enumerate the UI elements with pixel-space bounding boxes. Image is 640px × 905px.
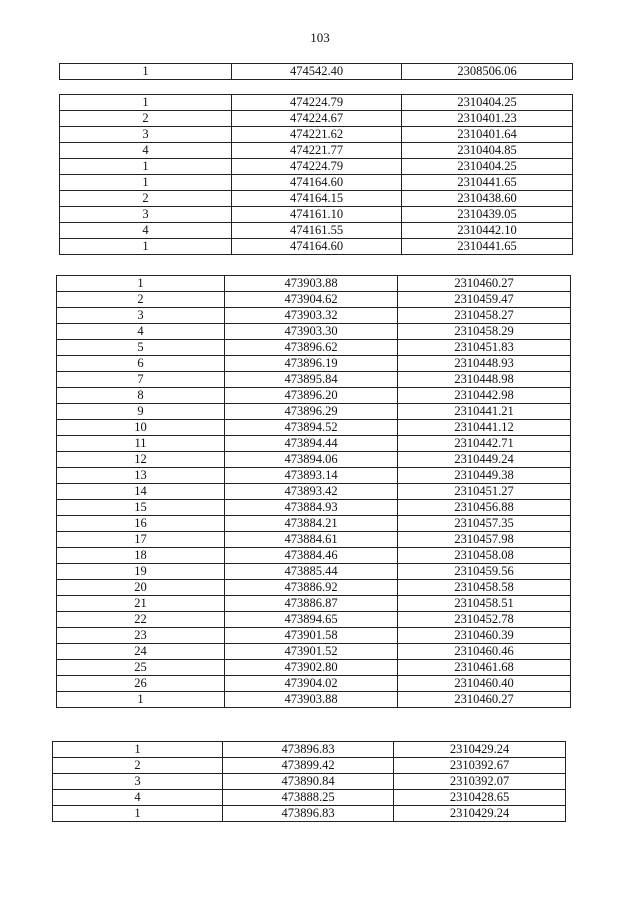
x-coordinate-cell: 473899.42 (223, 758, 394, 774)
table-row (57, 372, 571, 388)
y-coordinate-cell: 2310448.98 (398, 372, 571, 388)
table-row (60, 143, 573, 159)
point-number-cell: 3 (57, 308, 225, 324)
point-number-cell: 11 (57, 436, 225, 452)
table-row (53, 758, 566, 774)
table-row (57, 356, 571, 372)
point-number-cell: 3 (53, 774, 223, 790)
point-number-cell: 6 (57, 356, 225, 372)
table-row (57, 340, 571, 356)
page-number: 103 (310, 30, 330, 45)
point-number-cell: 2 (57, 292, 225, 308)
y-coordinate-cell: 2310458.58 (398, 580, 571, 596)
y-coordinate-cell: 2310458.08 (398, 548, 571, 564)
x-coordinate-cell: 473884.93 (225, 500, 398, 516)
y-coordinate-cell: 2310452.78 (398, 612, 571, 628)
table-row (57, 516, 571, 532)
point-number-cell: 24 (57, 644, 225, 660)
table-row (57, 404, 571, 420)
table-row (57, 484, 571, 500)
point-number-cell: 20 (57, 580, 225, 596)
point-number-cell: 10 (57, 420, 225, 436)
y-coordinate-cell: 2310429.24 (394, 806, 566, 822)
y-coordinate-cell: 2308506.06 (402, 64, 573, 80)
table-row (57, 596, 571, 612)
table-row (57, 580, 571, 596)
x-coordinate-cell: 474164.60 (232, 239, 402, 255)
y-coordinate-cell: 2310451.83 (398, 340, 571, 356)
y-coordinate-cell: 2310457.98 (398, 532, 571, 548)
table-row (57, 452, 571, 468)
x-coordinate-cell: 473895.84 (225, 372, 398, 388)
x-coordinate-cell: 473896.29 (225, 404, 398, 420)
table-row (53, 742, 566, 758)
y-coordinate-cell: 2310460.27 (398, 692, 571, 708)
point-number-cell: 4 (60, 223, 232, 239)
table-row (60, 239, 573, 255)
y-coordinate-cell: 2310460.46 (398, 644, 571, 660)
table-row (57, 420, 571, 436)
point-number-cell: 1 (60, 95, 232, 111)
table-row (60, 175, 573, 191)
point-number-cell: 1 (60, 64, 232, 80)
table-row (57, 276, 571, 292)
table-row (57, 308, 571, 324)
point-number-cell: 5 (57, 340, 225, 356)
point-number-cell: 3 (60, 127, 232, 143)
y-coordinate-cell: 2310456.88 (398, 500, 571, 516)
x-coordinate-cell: 474224.79 (232, 95, 402, 111)
coordinate-table-1 (59, 63, 573, 80)
point-number-cell: 13 (57, 468, 225, 484)
y-coordinate-cell: 2310439.05 (402, 207, 573, 223)
point-number-cell: 1 (60, 159, 232, 175)
point-number-cell: 4 (60, 143, 232, 159)
x-coordinate-cell: 473888.25 (223, 790, 394, 806)
table-row (57, 676, 571, 692)
y-coordinate-cell: 2310458.51 (398, 596, 571, 612)
table-row (53, 806, 566, 822)
table-row (57, 436, 571, 452)
point-number-cell: 2 (53, 758, 223, 774)
table-row (57, 660, 571, 676)
table-row (60, 191, 573, 207)
y-coordinate-cell: 2310460.27 (398, 276, 571, 292)
table-row (57, 644, 571, 660)
x-coordinate-cell: 473896.20 (225, 388, 398, 404)
y-coordinate-cell: 2310441.12 (398, 420, 571, 436)
x-coordinate-cell: 473893.42 (225, 484, 398, 500)
x-coordinate-cell: 473896.19 (225, 356, 398, 372)
y-coordinate-cell: 2310392.67 (394, 758, 566, 774)
point-number-cell: 3 (60, 207, 232, 223)
x-coordinate-cell: 474224.79 (232, 159, 402, 175)
table-row (53, 774, 566, 790)
y-coordinate-cell: 2310451.27 (398, 484, 571, 500)
point-number-cell: 18 (57, 548, 225, 564)
x-coordinate-cell: 474164.15 (232, 191, 402, 207)
x-coordinate-cell: 473894.44 (225, 436, 398, 452)
x-coordinate-cell: 473893.14 (225, 468, 398, 484)
point-number-cell: 4 (53, 790, 223, 806)
y-coordinate-cell: 2310441.65 (402, 175, 573, 191)
y-coordinate-cell: 2310442.10 (402, 223, 573, 239)
x-coordinate-cell: 474221.62 (232, 127, 402, 143)
x-coordinate-cell: 473901.52 (225, 644, 398, 660)
table-row (60, 111, 573, 127)
y-coordinate-cell: 2310401.64 (402, 127, 573, 143)
y-coordinate-cell: 2310458.29 (398, 324, 571, 340)
x-coordinate-cell: 474164.60 (232, 175, 402, 191)
point-number-cell: 1 (57, 692, 225, 708)
x-coordinate-cell: 474161.55 (232, 223, 402, 239)
point-number-cell: 4 (57, 324, 225, 340)
table-row (60, 64, 573, 80)
point-number-cell: 2 (60, 111, 232, 127)
x-coordinate-cell: 473884.21 (225, 516, 398, 532)
point-number-cell: 1 (53, 806, 223, 822)
x-coordinate-cell: 473901.58 (225, 628, 398, 644)
table-row (60, 95, 573, 111)
table-row (57, 468, 571, 484)
x-coordinate-cell: 473903.88 (225, 692, 398, 708)
x-coordinate-cell: 473885.44 (225, 564, 398, 580)
point-number-cell: 9 (57, 404, 225, 420)
table-row (57, 532, 571, 548)
y-coordinate-cell: 2310441.65 (402, 239, 573, 255)
x-coordinate-cell: 473894.52 (225, 420, 398, 436)
table-row (60, 223, 573, 239)
x-coordinate-cell: 473896.62 (225, 340, 398, 356)
y-coordinate-cell: 2310429.24 (394, 742, 566, 758)
point-number-cell: 25 (57, 660, 225, 676)
y-coordinate-cell: 2310392.07 (394, 774, 566, 790)
point-number-cell: 1 (53, 742, 223, 758)
coordinate-table-2 (59, 94, 573, 255)
y-coordinate-cell: 2310457.35 (398, 516, 571, 532)
point-number-cell: 1 (57, 276, 225, 292)
y-coordinate-cell: 2310449.38 (398, 468, 571, 484)
y-coordinate-cell: 2310461.68 (398, 660, 571, 676)
table-row (57, 564, 571, 580)
y-coordinate-cell: 2310460.39 (398, 628, 571, 644)
x-coordinate-cell: 474224.67 (232, 111, 402, 127)
x-coordinate-cell: 474221.77 (232, 143, 402, 159)
y-coordinate-cell: 2310428.65 (394, 790, 566, 806)
x-coordinate-cell: 473902.80 (225, 660, 398, 676)
table-row (60, 207, 573, 223)
point-number-cell: 19 (57, 564, 225, 580)
y-coordinate-cell: 2310404.85 (402, 143, 573, 159)
x-coordinate-cell: 473886.87 (225, 596, 398, 612)
point-number-cell: 1 (60, 175, 232, 191)
table-row (57, 692, 571, 708)
x-coordinate-cell: 473886.92 (225, 580, 398, 596)
y-coordinate-cell: 2310441.21 (398, 404, 571, 420)
x-coordinate-cell: 474161.10 (232, 207, 402, 223)
point-number-cell: 21 (57, 596, 225, 612)
coordinate-table-3 (56, 275, 571, 708)
x-coordinate-cell: 474542.40 (232, 64, 402, 80)
point-number-cell: 14 (57, 484, 225, 500)
table-row (57, 388, 571, 404)
point-number-cell: 2 (60, 191, 232, 207)
table-row (57, 612, 571, 628)
x-coordinate-cell: 473884.61 (225, 532, 398, 548)
table-row (57, 628, 571, 644)
y-coordinate-cell: 2310459.56 (398, 564, 571, 580)
point-number-cell: 12 (57, 452, 225, 468)
point-number-cell: 17 (57, 532, 225, 548)
x-coordinate-cell: 473896.83 (223, 742, 394, 758)
point-number-cell: 22 (57, 612, 225, 628)
table-row (57, 324, 571, 340)
point-number-cell: 15 (57, 500, 225, 516)
x-coordinate-cell: 473896.83 (223, 806, 394, 822)
y-coordinate-cell: 2310442.71 (398, 436, 571, 452)
x-coordinate-cell: 473894.06 (225, 452, 398, 468)
y-coordinate-cell: 2310448.93 (398, 356, 571, 372)
x-coordinate-cell: 473903.88 (225, 276, 398, 292)
table-row (57, 548, 571, 564)
table-row (53, 790, 566, 806)
point-number-cell: 8 (57, 388, 225, 404)
y-coordinate-cell: 2310460.40 (398, 676, 571, 692)
point-number-cell: 16 (57, 516, 225, 532)
y-coordinate-cell: 2310401.23 (402, 111, 573, 127)
point-number-cell: 26 (57, 676, 225, 692)
x-coordinate-cell: 473903.32 (225, 308, 398, 324)
table-row (60, 159, 573, 175)
y-coordinate-cell: 2310449.24 (398, 452, 571, 468)
y-coordinate-cell: 2310404.25 (402, 159, 573, 175)
table-row (57, 292, 571, 308)
x-coordinate-cell: 473904.02 (225, 676, 398, 692)
y-coordinate-cell: 2310458.27 (398, 308, 571, 324)
x-coordinate-cell: 473884.46 (225, 548, 398, 564)
y-coordinate-cell: 2310442.98 (398, 388, 571, 404)
x-coordinate-cell: 473903.30 (225, 324, 398, 340)
y-coordinate-cell: 2310459.47 (398, 292, 571, 308)
point-number-cell: 23 (57, 628, 225, 644)
point-number-cell: 7 (57, 372, 225, 388)
point-number-cell: 1 (60, 239, 232, 255)
y-coordinate-cell: 2310438.60 (402, 191, 573, 207)
x-coordinate-cell: 473890.84 (223, 774, 394, 790)
y-coordinate-cell: 2310404.25 (402, 95, 573, 111)
coordinate-table-4 (52, 741, 566, 822)
table-row (60, 127, 573, 143)
table-row (57, 500, 571, 516)
x-coordinate-cell: 473894.65 (225, 612, 398, 628)
x-coordinate-cell: 473904.62 (225, 292, 398, 308)
